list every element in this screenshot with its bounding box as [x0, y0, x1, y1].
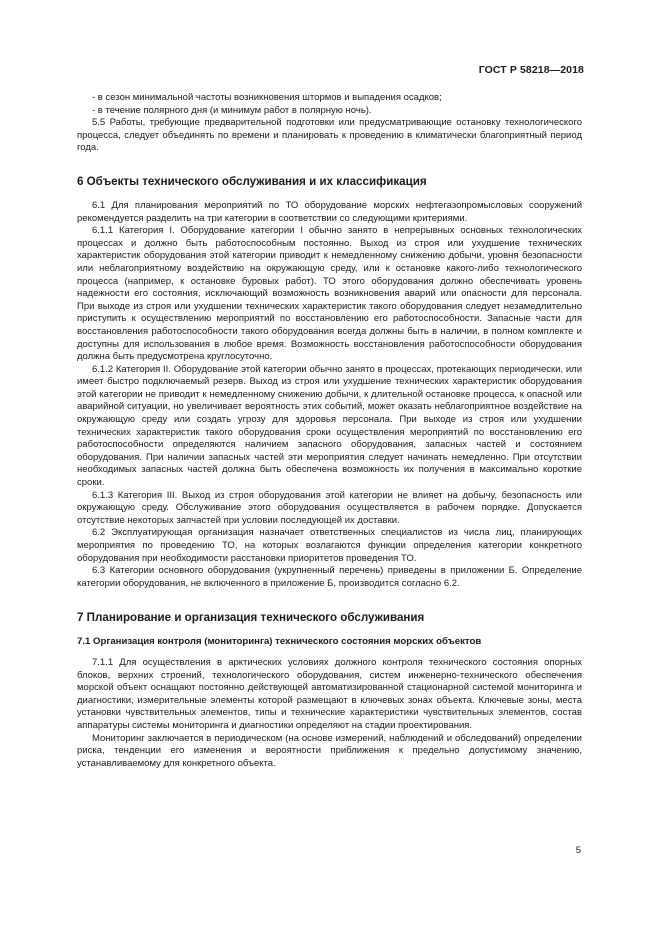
section-6-heading: 6 Объекты технического обслуживания и их классификация [77, 174, 427, 188]
paragraph-6-1-2: 6.1.2 Категория II. Оборудование этой категории обычно занято в процессах, протекающих периодически, или имеет быстро подключаемый резерв. Выход из строя или ухудшение технических характеристик оборудования этой категории не приводит к немедленному снижению добычи, к длительной остановке процесса, к опасной или аварийной ситуации, но увеличивает вероятность этих событий, может оказать неблагоприятное воздействие на окружающую среду или создать угрозу для здоровья персонала. При выходе из строя или ухудшении технических характеристик такого оборудования сроки осуществления мероприятий по восстановлению его работоспособности определяются наличием запасного оборудования, запасных частей и состоянием оборудования. При наличии запасных частей эти мероприятия следует начинать немедленно. При отсутствии необходимых запасных частей должна быть обеспечена возможность их получения в максимально короткие сроки. [77, 363, 582, 489]
page-number: 5 [575, 845, 581, 856]
paragraph-6-3: 6.3 Категории основного оборудования (укрупненный перечень) приведены в приложении Б. Определение категории оборудования, не включенного в приложение Б, производится согласно 6.2. [77, 565, 582, 589]
section-7-heading: 7 Планирование и организация технического обслуживания [77, 611, 425, 625]
bullet-item: - в течение полярного дня (и минимум работ в полярную ночь). [92, 104, 372, 116]
bullet-item: - в сезон минимальной частоты возникновения штормов и выпадения осадков; [92, 92, 442, 103]
paragraph-6-1-3: 6.1.3 Категория III. Выход из строя оборудования этой категории не влияет на добычу, безопасность или окружающую среду. Обслуживание этого оборудования осуществляется в рабочем порядке. Допускается отсутствие некоторых запчастей при условии последующей их доставки. [77, 489, 582, 526]
paragraph-7-1-1: 7.1.1 Для осуществления в арктических условиях должного контроля технического состояния опорных блоков, верхних строений, технологического оборудования, систем инженерно-технического обеспечения морской объект оснащают постоянно действующей автоматизированной стационарной системой мониторинга и диагностики, измерительные элементы которой размещают в ключевых зонах объекта. Ключевые зоны, места установки чувствительных элементов, типы и технические характеристики чувствительных элементов, состав аппаратуры системы мониторинга и диагностики определяют на стадии проектирования. [77, 656, 582, 731]
paragraph-6-1: 6.1 Для планирования мероприятий по ТО оборудование морских нефтегазопромысловых сооружений рекомендуется разделить на три категории в соответствии со следующими критериями. [77, 199, 582, 224]
standard-designation: ГОСТ Р 58218—2018 [478, 64, 584, 76]
paragraph-monitoring: Мониторинг заключается в периодическом (на основе измерений, наблюдений и обследований) определении риска, тенденции его изменения и вероятности приближения к предельно допустимому значению, устанавливаемому для конкретного объекта. [77, 732, 582, 769]
paragraph-6-1-1: 6.1.1 Категория I. Оборудование категории I обычно занято в непрерывных основных технологических процессах и должно быть работоспособным постоянно. Выход из строя или ухудшение технических характеристик оборудования этой категории приводит к немедленному снижению добычи, уровня безопасности или неблагоприятному воздействию на окружающую среду, или к остановке какого-либо технологического процесса (например, к остановке буровых работ). ТО этого оборудования должно обеспечивать уровень надежности его состояния, исключающий возможность возникновения аварий или опасности для персонала. При выходе из строя или ухудшении технических характеристик такого оборудования следует незамедлительно приступить к осуществлению мероприятий по восстановлению его работоспособности. Запасные части для восстановления работоспособности такого оборудования всегда должны быть в наличии, в полном комплекте и доступны для использования в любое время. Возможность восстановления работоспособности оборудования должна быть предусмотрена круглосуточно. [77, 225, 582, 363]
subsection-7-1-heading: 7.1 Организация контроля (мониторинга) технического состояния морских объектов [77, 636, 482, 648]
paragraph-5-5: 5.5 Работы, требующие предварительной подготовки или предусматривающие остановку технологического процесса, следует объединять по времени и планировать к проведению в климатически благоприятный период года. [77, 117, 582, 154]
paragraph-6-2: 6.2 Эксплуатирующая организация назначает ответственных специалистов из числа лиц, планирующих мероприятия по проведению ТО, на которых возлагаются функции определения категории конкретного оборудования при необходимости расстановки приоритетов проведения ТО. [77, 527, 582, 564]
page-content [77, 92, 582, 770]
